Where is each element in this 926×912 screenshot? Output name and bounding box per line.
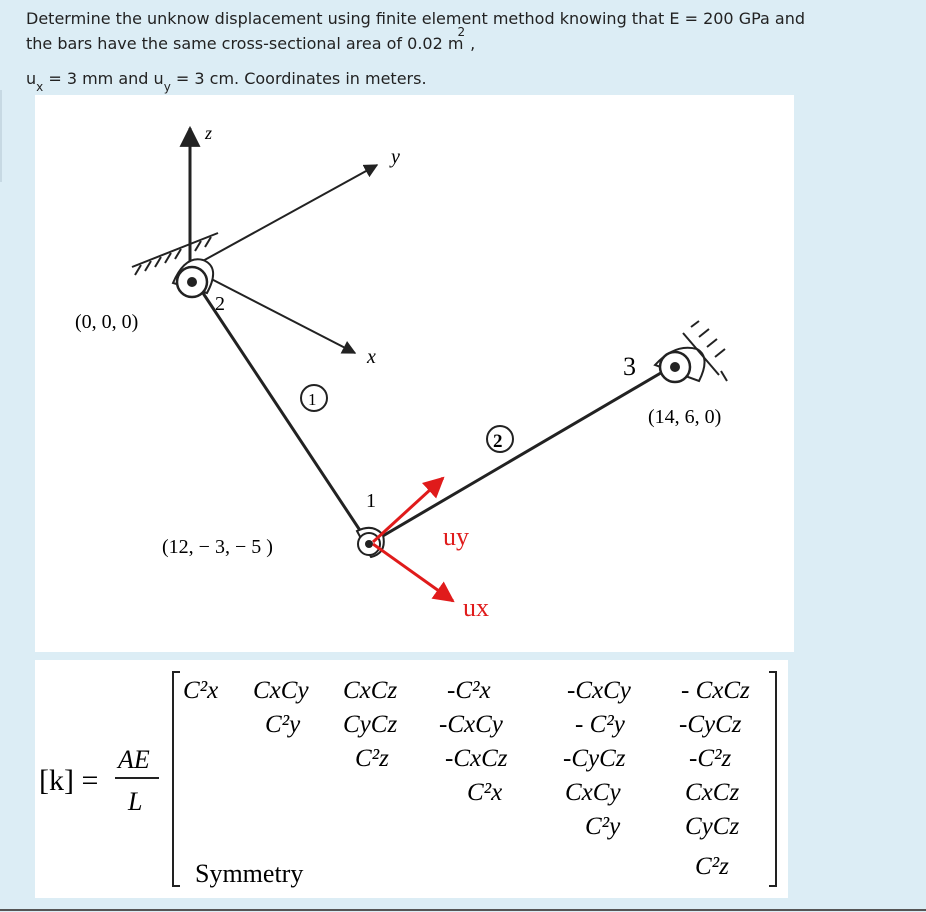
ux-label: ux	[463, 593, 489, 622]
node-3-label: 3	[623, 352, 636, 381]
area-end: ,	[465, 34, 476, 53]
problem-line-2	[26, 25, 916, 58]
uy-value-text: = 3 cm. Coordinates in meters.	[170, 69, 427, 88]
bottom-divider	[0, 909, 926, 911]
element-2-label: 2	[493, 431, 503, 452]
left-edge	[0, 90, 2, 182]
right-bracket	[769, 672, 776, 886]
axis-x-label: x	[367, 346, 376, 368]
element-1-bar	[195, 281, 369, 544]
node-2-coords: (0, 0, 0)	[75, 311, 139, 333]
k34: -CxCz	[445, 745, 508, 772]
uy-arrow	[373, 478, 443, 542]
axis-z-label: z	[205, 123, 213, 143]
stiffness-matrix	[35, 660, 788, 898]
node-1-label: 1	[366, 490, 376, 512]
ux-value-text: = 3 mm and u	[43, 69, 164, 88]
k55: C²y	[585, 813, 621, 840]
axis-y-label: y	[391, 146, 400, 168]
k36: -C²z	[689, 745, 732, 772]
y-axis	[190, 165, 377, 268]
ux-subscript: x	[36, 80, 44, 94]
node-1-pin	[357, 528, 384, 557]
area-text: the bars have the same cross-sectional area of 0.02 m	[26, 34, 464, 53]
k16: - CxCz	[681, 677, 750, 704]
k11: C²x	[183, 677, 219, 704]
element-2-bar	[369, 367, 671, 544]
k25: - C²y	[575, 711, 625, 738]
k44: C²x	[467, 779, 503, 806]
k35: -CyCz	[563, 745, 626, 772]
k14: -C²x	[447, 677, 491, 704]
k24: -CxCy	[439, 711, 503, 738]
matrix-L: L	[128, 787, 143, 816]
k13: CxCz	[343, 677, 398, 704]
k12: CxCy	[253, 677, 309, 704]
node-3-coords: (14, 6, 0)	[648, 406, 722, 428]
problem-line-1: Determine the unknow displacement using finite element method knowing that E = 200 GPa and	[26, 9, 806, 28]
problem-line-3	[26, 66, 916, 93]
ux-symbol: u	[26, 69, 37, 88]
uy-subscript: y	[163, 80, 171, 94]
left-bracket	[173, 672, 180, 886]
truss-figure	[35, 95, 794, 652]
matrix-lhs: [k] =	[39, 764, 99, 797]
k23: CyCz	[343, 711, 398, 738]
k26: -CyCz	[679, 711, 742, 738]
k56: CyCz	[685, 813, 740, 840]
ux-arrow	[373, 544, 453, 601]
k46: CxCz	[685, 779, 740, 806]
uy-label: uy	[443, 522, 469, 551]
node-2-label: 2	[215, 293, 225, 315]
k45: CxCy	[565, 779, 621, 806]
node-2-pin	[173, 259, 213, 297]
element-1-label: 1	[308, 390, 317, 409]
problem-statement	[26, 6, 916, 93]
node-3-pin	[655, 348, 705, 382]
symmetry-label: Symmetry	[195, 859, 304, 888]
k15: -CxCy	[567, 677, 631, 704]
matrix-AE: AE	[118, 745, 150, 774]
k66: C²z	[695, 853, 729, 880]
k33: C²z	[355, 745, 389, 772]
node-1-coords: (12, − 3, − 5 )	[162, 536, 273, 558]
area-exponent: 2	[457, 25, 466, 39]
k22: C²y	[265, 711, 301, 738]
